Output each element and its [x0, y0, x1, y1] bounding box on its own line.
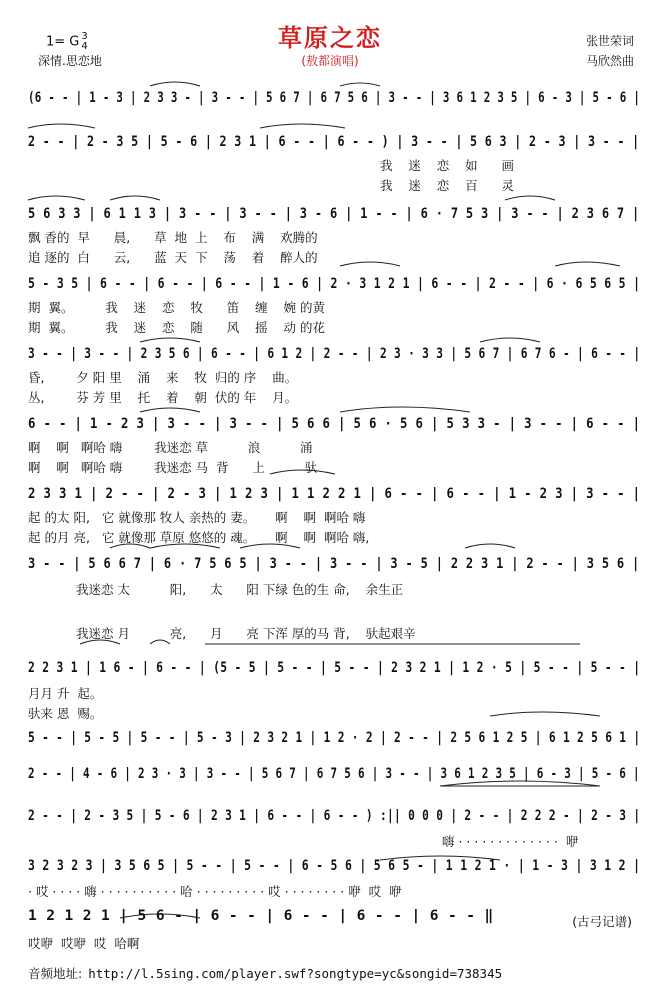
lyric-row-9-verse-1: 月月 升 起。	[28, 686, 103, 701]
notation-row-14: 1 2 1 2 1 | 5 6 - | 6 - - | 6 - - | 6 - - | 6 - - ‖	[28, 908, 494, 924]
lyric-row-5-verse-2: 丛, 芬 芳 里 托 着 朝 伏的 年 月。	[28, 390, 298, 405]
lyric-row-13: · 哎 · · · · 嗨 · · · · · · · · · · 哈 · · · · · · · · · 哎 · · · · · · · · 咿 哎 咿	[28, 884, 402, 899]
notation-attribution: (古弓记谱)	[572, 914, 632, 929]
notation-row-9: 2 2 3 1 | 1 6 - | 6 - - | (5 - 5 | 5 - - | 5 - - | 2 3 2 1 | 1 2 · 5 | 5 - - | 5 - - |	[28, 660, 641, 676]
audio-source-label: 音频地址:	[28, 966, 83, 981]
notation-row-8: 3 - - | 5 6 6 7 | 6 · 7 5 6 5 | 3 - - | 3 - - | 3 - 5 | 2 2 3 1 | 2 - - | 3 5 6 |	[28, 556, 640, 572]
notation-row-6: 6 - - | 1 - 2 3 | 3 - - | 3 - - | 5 6 6 | 5 6 · 5 6 | 5 3 3 - | 3 - - | 6 - - |	[28, 416, 641, 432]
song-title: 草原之恋	[278, 24, 382, 52]
lyric-row-8-verse-2: 我迷恋 月 亮, 月 亮 下浑 厚的马 背, 驮起艰辛	[76, 626, 416, 641]
lyric-row-3-verse-2: 追 逐的 白 云, 蓝 天 下 荡 着 醉人的	[28, 250, 318, 265]
notation-row-10: 5 - - | 5 - 5 | 5 - - | 5 - 3 | 2 3 2 1 | 1 2 · 2 | 2 - - | 2 5 6 1 2 5 | 6 1 2 5 6 1 |	[28, 730, 641, 746]
lyric-row-6-verse-1: 啊 啊 啊哈 嗨 我迷恋 草 浪 涌	[28, 440, 313, 455]
lyric-row-12: 嗨 · · · · · · · · · · · · · 咿	[442, 834, 579, 849]
notation-row-2: 2 - - | 2 - 3 5 | 5 - 6 | 2 3 1 | 6 - - | 6 - - ) | 3 - - | 5 6 3 | 2 - 3 | 3 - - |	[28, 134, 640, 150]
composer-credit: 马欣然曲	[585, 54, 634, 68]
notation-row-5: 3 - - | 3 - - | 2 3 5 6 | 6 - - | 6 1 2 | 2 - - | 2 3 · 3 3 | 5 6 7 | 6 7 6 - | 6 - - |	[28, 346, 641, 362]
lyric-row-2-verse-2: 我 迷 恋 百 灵	[380, 178, 515, 193]
lyric-row-7-verse-2: 起 的月 亮, 它 就像那 草原 悠悠的 魂。 啊 啊 啊哈 嗨,	[28, 530, 370, 545]
lyric-row-9-verse-2: 驮来 恩 赐。	[28, 706, 103, 721]
notation-row-4: 5 - 3 5 | 6 - - | 6 - - | 6 - - | 1 - 6 | 2 · 3 1 2 1 | 6 - - | 2 - - | 6 · 6 5 6 5 |	[28, 276, 641, 292]
notation-row-1: (6 - - | 1 - 3 | 2 3 3 - | 3 - - | 5 6 7 | 6 7 5 6 | 3 - - | 3 6 1 2 3 5 | 6 - 3 | 5 - 6 |	[28, 90, 641, 106]
lyric-row-5-verse-1: 昏, 夕 阳 里 涌 来 牧 归的 序 曲。	[28, 370, 298, 385]
audio-source	[28, 964, 502, 982]
lyric-row-8-verse-1: 我迷恋 太 阳, 太 阳 下绿 色的生 命, 余生正	[76, 582, 404, 597]
lyric-row-2-verse-1: 我 迷 恋 如 画	[380, 158, 515, 173]
notation-row-3: 5 6 3 3 | 6 1 1 3 | 3 - - | 3 - - | 3 - 6 | 1 - - | 6 · 7 5 3 | 3 - - | 2 3 6 7 |	[28, 206, 640, 222]
mood-marking: 深情.思恋地	[38, 54, 102, 68]
lyric-row-4-verse-1: 期 翼。 我 迷 恋 牧 笛 缠 婉 的黄	[28, 300, 326, 315]
notation-row-11: 2 - - | 4 - 6 | 2 3 · 3 | 3 - - | 5 6 7 | 6 7 5 6 | 3 - - | 3 6 1 2 3 5 | 6 - 3 | 5 - 6 |	[28, 766, 640, 782]
audio-source-url[interactable]: http://l.5sing.com/player.swf?songtype=yc&songid=738345	[88, 966, 503, 981]
lyric-row-4-verse-2: 期 翼。 我 迷 恋 随 风 摇 动 的花	[28, 320, 326, 335]
notation-row-13: 3 2 3 2 3 | 3 5 6 5 | 5 - - | 5 - - | 6 - 5 6 | 5 6 5 - | 1 1 2 1 · | 1 - 3 | 3 1 2 |	[28, 858, 641, 874]
lyricist-credit: 张世荣词	[585, 34, 634, 48]
time-bottom: 4	[81, 41, 88, 52]
notation-row-7: 2 3 3 1 | 2 - - | 2 - 3 | 1 2 3 | 1 1 2 2 1 | 6 - - | 6 - - | 1 - 2 3 | 3 - - |	[28, 486, 641, 502]
notation-row-12: 2 - - | 2 - 3 5 | 5 - 6 | 2 3 1 | 6 - - | 6 - - ) :|| 0 0 0 | 2 - - | 2 2 2 - | 2 - 3 |	[28, 808, 641, 824]
lyric-row-7-verse-1: 起 的太 阳, 它 就像那 牧人 亲热的 妻。 啊 啊 啊哈 嗨	[28, 510, 366, 525]
singer-credit: (敖都演唱)	[301, 54, 359, 68]
lyric-row-6-verse-2: 啊 啊 啊哈 嗨 我迷恋 马 背 上 驮	[28, 460, 318, 475]
lyric-row-3-verse-1: 飘 香的 早 晨, 草 地 上 布 满 欢腾的	[28, 230, 318, 245]
time-top: 3	[81, 31, 88, 42]
key-label: 1= G	[46, 34, 80, 50]
lyric-row-14: 哎咿 哎咿 哎 哈啊	[28, 936, 140, 951]
